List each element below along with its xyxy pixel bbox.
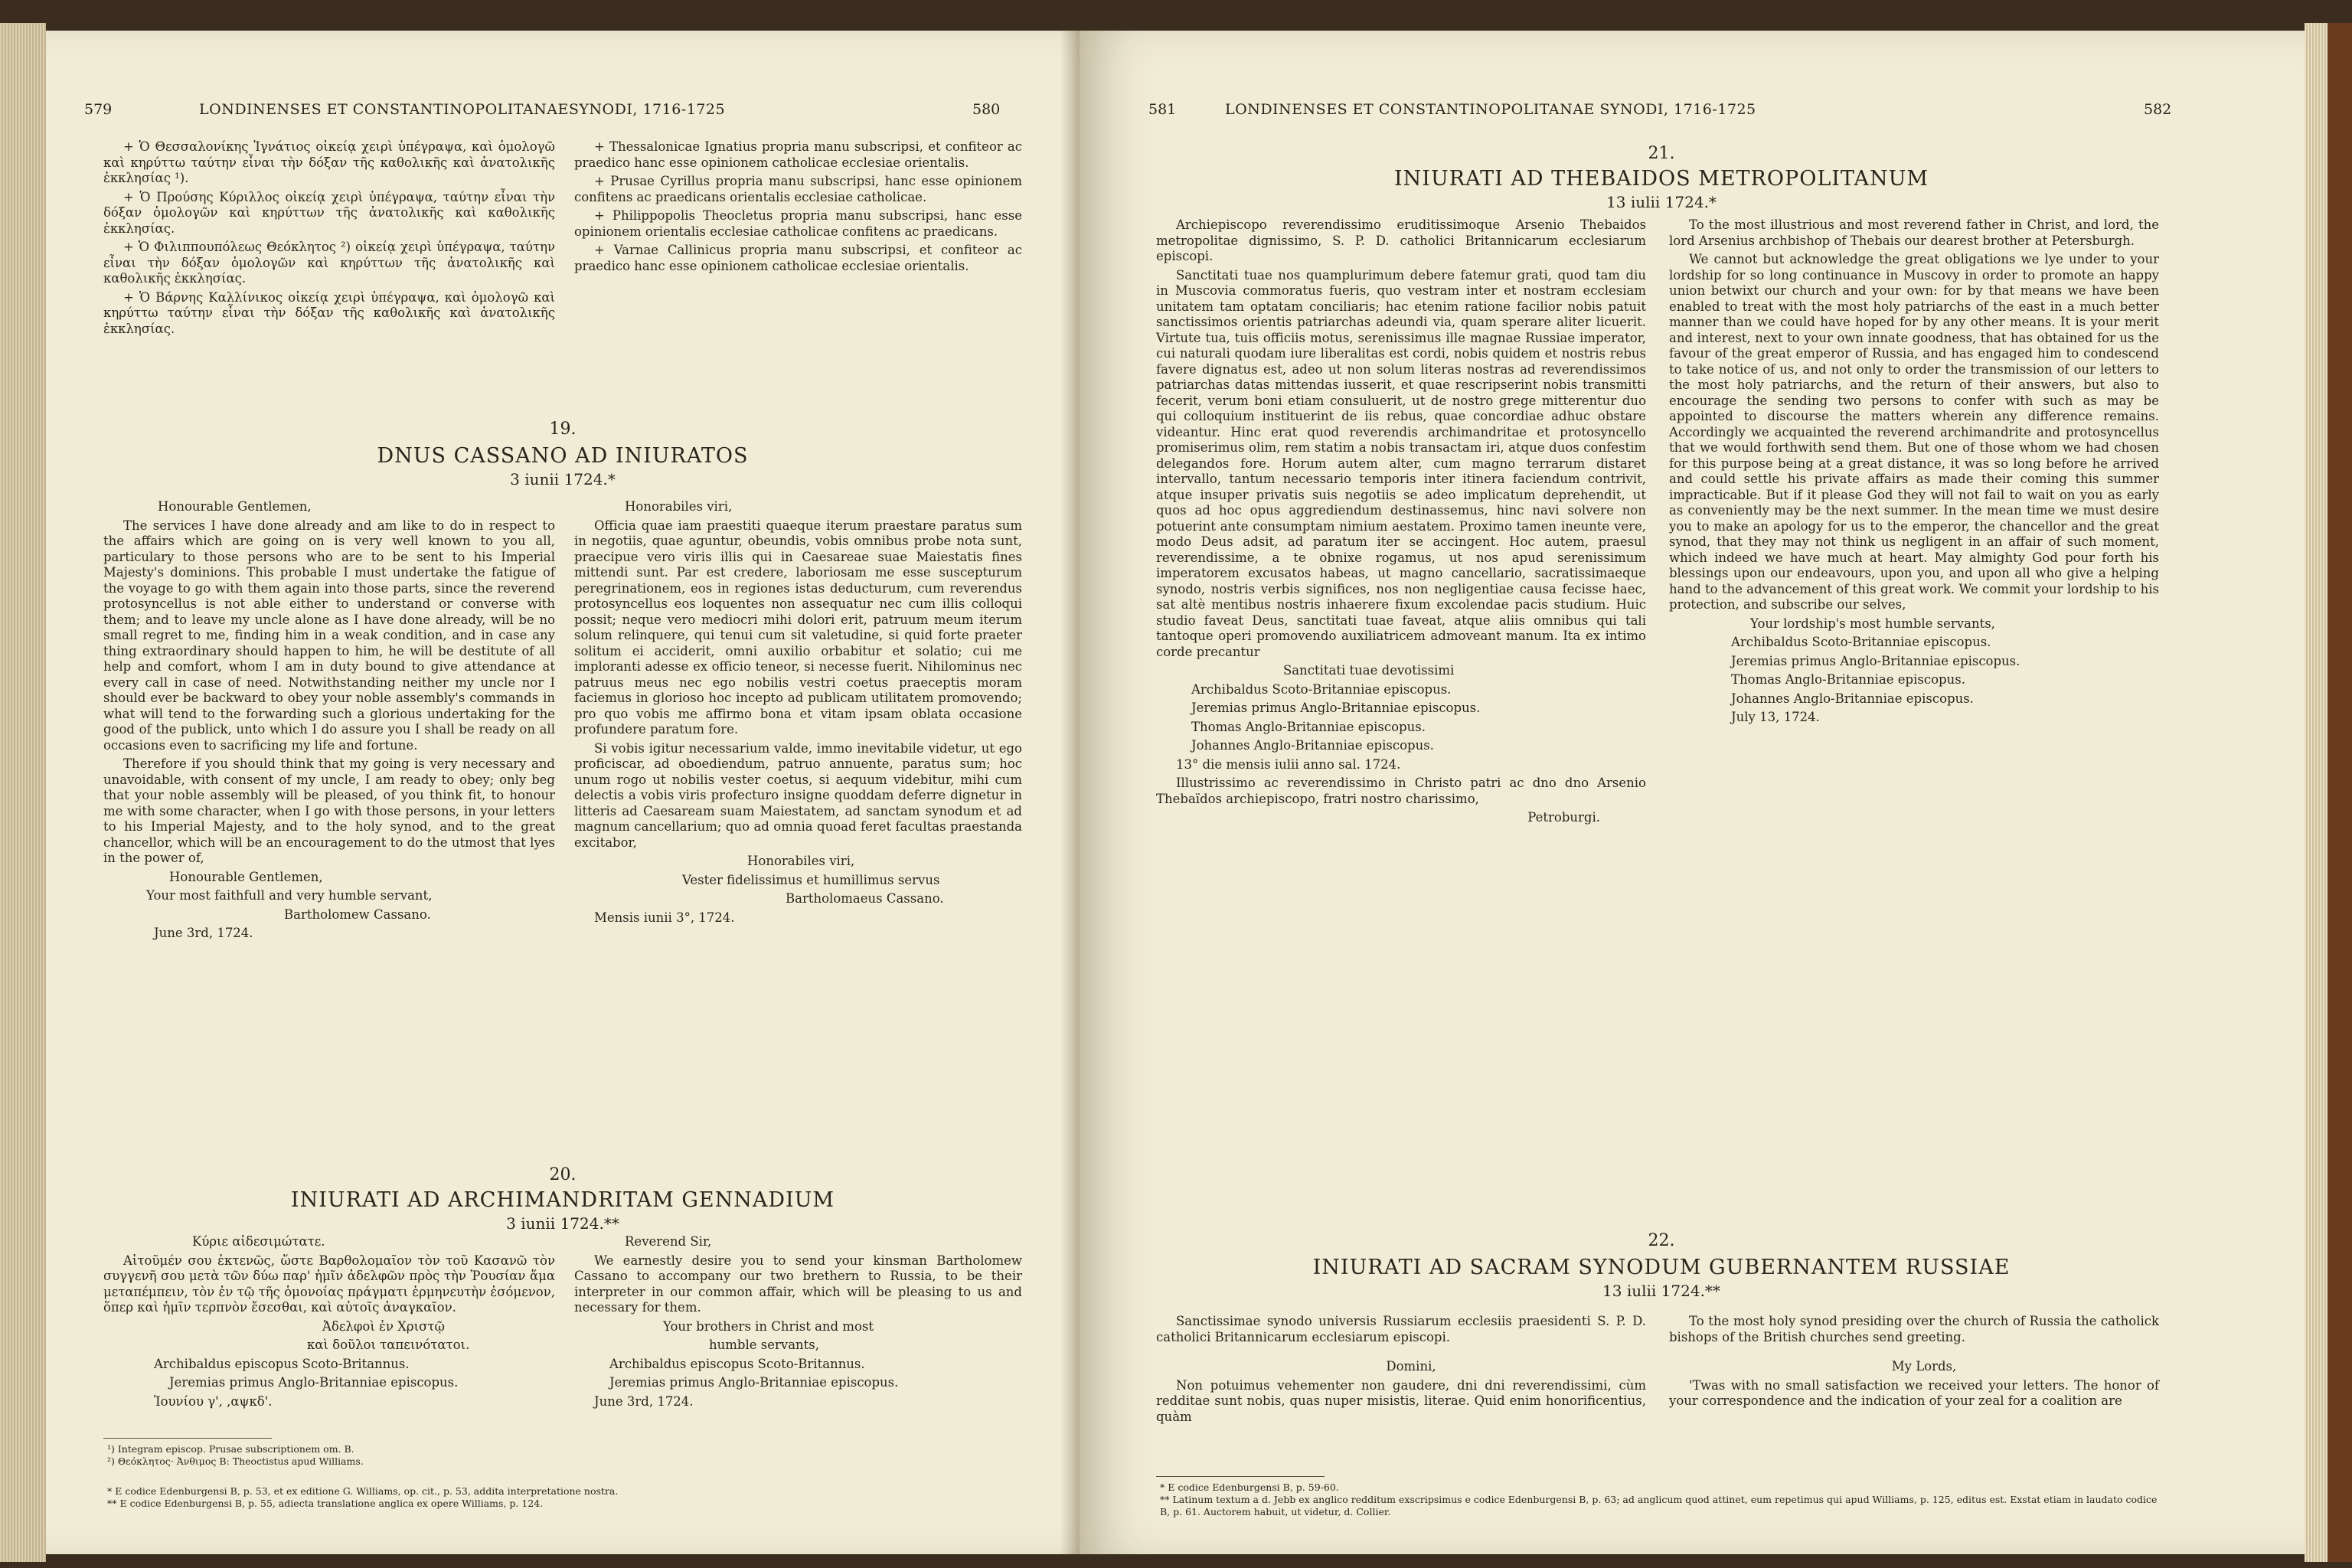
s20-gr-salutation: Κύριε αἰδεσιμώτατε. — [192, 1234, 325, 1249]
s20-en-salutation: Reverend Sir, — [625, 1234, 712, 1249]
s19-la-date: Mensis iunii 3°, 1724. — [594, 910, 735, 925]
s21-en-date: July 13, 1724. — [1731, 710, 1820, 724]
section-20-greek — [103, 1234, 555, 1413]
s21-en-p1: We cannot but acknowledge the great obligations we lye under to your lordship for so long continuance in Muscovy in order to promote an happy union betwixt our church and your own: for by that means we have been enabled to treat with the most holy patriarchs of the east in a much better manner than we could have hoped for by any other means. It is your merit and interest, next to your own innate goodness, that has obtained for us the favour of the great emperor of Russia, and has engaged him to condescend to take notice of us, and not only to order the transmission of our letters to the most holy patriarchs, and the return of their answers, but also to encourage the sending two persons to confer with such as may be appointed to discourse the matters wherein any difference remains. Accordingly we acquainted the reverend archimandrite and protosyncellus that we would forthwith send them. But one of those whom we had chosen for this purpose being at a great distance, it was so long before he arrived and could settle his private affairs as made their coming this summer impracticable. But if it please God they will not fail to wait on you as early as conveniently may be the next summer. In the mean time we must desire you to make an apology for us to the emperor, the chancellor and the great synod, that they may not think us negligent in an affair of such moment, which indeed we have much at heart. May almighty God pour forth his blessings upon our endeavours, upon you, and upon all who give a helping hand to the advancement of this great work. We commit your lordship to his protection, and subscribe our selves, — [1669, 252, 2159, 612]
critical-note-1: ¹) Integram episcop. Prusae subscriptionem om. B. — [107, 1443, 354, 1455]
s22-la-address: Sanctissimae synodo universis Russiarum ecclesiis praesidenti S. P. D. catholici Britannicarum ecclesiarum episcopi. — [1156, 1314, 1646, 1344]
s21-en-sig-3: Thomas Anglo-Britanniae episcopus. — [1731, 672, 1965, 687]
s19-en-close-2: Your most faithfull and very humble servant, — [146, 888, 433, 903]
s21-en-sig-2: Jeremias primus Anglo-Britanniae episcopus. — [1731, 653, 2020, 668]
section-19-english — [103, 499, 555, 945]
footnotes-right — [1160, 1481, 2163, 1518]
latin-signatures — [574, 139, 1022, 277]
s20-gr-close-4: Jeremias primus Anglo-Britanniae episcopus. — [169, 1375, 459, 1390]
s19-en-salutation: Honourable Gentlemen, — [158, 499, 312, 514]
s20-en-close-3: Archibaldus episcopus Scoto-Britannus. — [609, 1356, 865, 1371]
s20-en-close-1: Your brothers in Christ and most — [663, 1318, 874, 1334]
s20-en-p1: We earnestly desire you to send your kinsman Bartholomew Cassano to accompany our two brethern to Russia, to be their interpreter in our common affair, which will be pleasing to us and necessary for them. — [574, 1253, 1022, 1315]
s22-en-salutation: My Lords, — [1891, 1359, 1957, 1374]
running-header-left: LONDINENSES ET CONSTANTINOPOLITANAESYNODI, 1716-1725 — [199, 101, 726, 118]
footnotes-left — [107, 1485, 1026, 1510]
s21-la-sig-1: Archibaldus Scoto-Britanniae episcopus. — [1191, 681, 1452, 697]
section-20-title: INIURATI AD ARCHIMANDRITAM GENNADIUM — [290, 1188, 835, 1212]
book-cover-edge — [2328, 23, 2352, 1562]
section-19-title: DNUS CASSANO AD INIURATOS — [377, 444, 749, 468]
s19-en-p1: The services I have done already and am like to do in respect to the affairs which are going on is very well known to you all, particulary to those persons who are to be sent to his Imperial Majesty's dominions. This probable I must undertake the fatigue of the voyage to go with them again into those parts, since the reverend protosyncellus is not able either to understand or converse with them; and to leave my uncle alone as I have done already, will be no small regret to me, finding him in a weak condition, and in case any thing extraordinary should happen to him, he will be destitute of all help and comfort, whom I am in duty bound to give attendance at every call in case of need. Notwithstanding neither my uncle nor I should ever be backward to obey your noble assembly's commands in what will tend to the forwarding such a glorious undertaking for the good of the publick, unto which I do assure you I shall be ready on all occasions even to sacrificing my life and fortune. — [103, 518, 555, 753]
section-21-english — [1669, 217, 2159, 729]
s20-gr-close-2: καὶ δοῦλοι ταπεινότατοι. — [307, 1338, 470, 1352]
s21-la-sig-2: Jeremias primus Anglo-Britanniae episcopus. — [1191, 701, 1481, 715]
section-22-english — [1669, 1314, 2159, 1413]
s21-en-sig-4: Johannes Anglo-Britanniae episcopus. — [1731, 691, 1974, 706]
footnote-left-2: ** E codice Edenburgensi B, p. 55, adiecta translatione anglica ex opere Williams, p. 124. — [107, 1498, 544, 1509]
footnote-right-1: * E codice Edenburgensi B, p. 59-60. — [1160, 1481, 1339, 1493]
greek-signatures — [103, 139, 555, 340]
latin-sig-3: + Philippopolis Theocletus propria manu subscripsi, hanc esse opinionem orientalis ecclesiae catholicae confitens ac praedicans. — [574, 208, 1022, 239]
running-header-right: LONDINENSES ET CONSTANTINOPOLITANAE SYNODI, 1716-1725 — [1225, 101, 1756, 118]
s21-la-address: Archiepiscopo reverendissimo eruditissimoque Arsenio Thebaidos metropolitae dignissimo, S. P. D. catholici Britannicarum ecclesiarum episcopi. — [1156, 217, 1646, 263]
s21-la-sig-3: Thomas Anglo-Britanniae episcopus. — [1191, 719, 1426, 734]
page-number-582: 582 — [2144, 101, 2172, 118]
s19-la-salutation: Honorabiles viri, — [625, 499, 733, 514]
page-number-580: 580 — [972, 101, 1001, 118]
section-22-title: INIURATI AD SACRAM SYNODUM GUBERNANTEM RUSSIAE — [1312, 1256, 2011, 1279]
section-22-number: 22. — [1648, 1231, 1675, 1250]
s21-la-sig-4: Johannes Anglo-Britanniae episcopus. — [1191, 738, 1434, 753]
greek-sig-2: + Ὁ Προύσης Κύριλλος οἰκείᾳ χειρὶ ὑπέγραψα, ταύτην εἶναι τὴν δόξαν ὁμολογῶν καὶ κηρύττων τῆς ἀνατολικῆς καὶ καθολικῆς ἐκκλησίας. — [103, 189, 555, 236]
s19-la-close-1: Honorabiles viri, — [747, 854, 855, 868]
s21-la-place: Petroburgi. — [1527, 810, 1600, 825]
section-19-number: 19. — [549, 420, 577, 439]
s19-la-close-3: Bartholomaeus Cassano. — [786, 891, 944, 906]
footnote-right-2: ** Latinum textum a d. Jebb ex anglico redditum exscripsimus e codice Edenburgensi B, p. 63; ad anglicum quod attinet, eum repetimus qui apud Williams, p. 125, editus est. Exstat etiam in laudato codice B, p. 61. Auctorem habuit, ut videtur, d. Collier. — [1160, 1494, 2158, 1517]
s19-la-p2: Si vobis igitur necessarium valde, immo inevitabile videtur, ut ego proficiscar, ad oboediendum, patruo annuente, paratus sum; hoc unum rogo ut nobilis vester coetus, si aequum videbitur, mihi cum delectis a vobis viris profecturo insigne quoddam deferre dignetur in litteris ad Caesaream suam Maiestatem, ad sanctam synodum et ad magnum cancellarium; quo ad omnia quoad feret facultas praestanda excitabor, — [574, 740, 1022, 850]
left-page — [46, 31, 1133, 1554]
s20-en-date: June 3rd, 1724. — [594, 1393, 694, 1409]
s21-la-p1: Sanctitati tuae nos quamplurimum debere fatemur grati, quod tam diu in Muscovia commoratus fueris, quo vestram inter et nostram ecclesiam unitatem tam optatam conciliaris; hac etenim ratione facilior nobis patuit sanctissimos orientis patriarchas adeundi via, quam sperare aliter licuerit. Virtute tua, tuis officiis motus, serenissimus ille magnae Russiae imperator, cui naturali quodam iure liberalitas est cordi, nobis quidem et nostris rebus favere dignatus est, adeo ut non solum literas nostras ad reverendissimos patriarchas datas mittendas iusserit, et quae rescripserint nobis transmitti fecerit, verum boni etiam consuluerit, ut de nostro grege mitterentur duo qui colloquium instituerint de iis rebus, quae concordiae adhuc obstare videantur. Hinc erat quod reverendis archimandritae et protosyncello promiserimus olim, rem statim a nobis transactam iri, atque duos confestim delegandos fore. Horum autem alter, cum magno terrarum distaret intervallo, tantum necessario temporis inter itinera faciendum contrivit, atque insuper privatis suis negotiis se adeo implicatum deprehendit, ut quos ad hoc opus aggrediendum destinassemus, hinc navi solvere non potuerint ante consumptam nimium aestatem. Proximo tamen ineunte vere, modo Deus adsit, ad paratum iter se accingent. Hoc autem, praesul reverendissime, a te obnixe rogamus, ut nos apud serenissimum imperatorem excusatos habeas, ut magno cancellario, sacratissimaeque synodo, nostris verbis significes, nos non negligentiae causa fecisse haec, sat altè mentibus nostris inhaerere fixum excolendae pacis studium. Huic studio faveat Deus, sanctitati tuae faveat, atque aliis omnibus qui tali tantoque operi promovendo auxiliatricem admoveant manum. Ita ex intimo corde precantur — [1156, 267, 1646, 659]
footnote-left-1: * E codice Edenburgensi B, p. 53, et ex editione G. Williams, op. cit., p. 53, addita interpretatione nostra. — [107, 1485, 619, 1497]
section-21-title: INIURATI AD THEBAIDOS METROPOLITANUM — [1394, 167, 1929, 191]
greek-sig-3: + Ὁ Φιλιππουπόλεως Θεόκλητος ²) οἰκείᾳ χειρὶ ὑπέγραψα, ταύτην εἶναι τὴν δόξαν ὁμολογῶν καὶ κηρύττων τῆς ἀνατολικῆς καὶ καθολικῆς ἐκκλησίας. — [103, 240, 555, 286]
s21-la-date: 13° die mensis iulii anno sal. 1724. — [1176, 756, 1401, 772]
s21-en-address: To the most illustrious and most reverend father in Christ, and lord, the lord Arsenius archbishop of Thebais our dearest brother at Petersburgh. — [1669, 217, 2159, 248]
section-19-date: 3 iunii 1724.* — [510, 470, 616, 488]
greek-sig-1: + Ὁ Θεσσαλονίκης Ἰγνάτιος οἰκείᾳ χειρὶ ὑπέγραψα, καὶ ὁμολογῶ καὶ κηρύττω ταύτην εἶναι τὴν δόξαν τῆς καθολικῆς καὶ ἀνατολικῆς ἐκκλησίας ¹). — [103, 139, 555, 185]
right-page — [1080, 31, 2305, 1554]
greek-sig-4: + Ὁ Βάρνης Καλλίνικος οἰκείᾳ χειρὶ ὑπέγραψα, καὶ ὁμολογῶ καὶ κηρύττω ταύτην εἶναι τὴν δόξαν τῆς καθολικῆς καὶ ἀνατολικῆς ἐκκλησίας. — [103, 289, 555, 336]
s21-en-close: Your lordship's most humble servants, — [1750, 616, 1995, 631]
s21-en-sig-1: Archibaldus Scoto-Britanniae episcopus. — [1731, 635, 1991, 649]
s20-gr-p1: Αἰτοῦμέν σου ἐκτενῶς, ὥστε Βαρθολομαῖον τὸν τοῦ Κασανῶ τὸν συγγενῆ σου μετὰ τῶν δύω παρ' ἡμῖν ἀδελφῶν πρὸς τὴν Ῥουσίαν ἅμα μεταπέμπειν, τὸν ἐν τῷ τῆς ὁμονοίας πράγματι ἑρμηνευτὴν ἐσόμενον, ὅπερ καὶ ἡμῖν τερπνὸν ἔσεσθαι, καὶ αὐτοῖς ἀναγκαῖον. — [103, 1253, 555, 1315]
s19-la-p1: Officia quae iam praestiti quaeque iterum praestare paratus sum in negotiis, quae aguntur, obeundis, vobis omnibus probe nota sunt, praecipue vero viris illis qui in Caesareae suae Maiestatis fines mittendi sunt. Par est credere, laboriosam me esse suscepturum peregrinationem, eos in regiones istas deducturum, cum reverendus protosyncellus eos loquentes non assequatur nec cum illis colloqui possit; neque vero mediocri mihi dolori erit, patruum meum iterum solum relinquere, qui tenui cum sit valetudine, si quid forte praeter solitum ei acciderit, omni auxilio orbabitur et solatio; cui me imploranti adesse ex officio teneor, si necesse fuerit. Nihilominus nec patruus meus nec ego nobilis vestri coetus praeceptis moram faciemus in glorioso hoc incepto ad publicam utilitatem promovendo; pro quo vobis me affirmo bona et vitam ipsam oblata occasione profundere paratum fore. — [574, 518, 1022, 737]
s22-la-p1: Non potuimus vehementer non gaudere, dni dni reverendissimi, cùm redditae sunt nobis, quas nuper misistis, literae. Quid enim honorificentius, quàm — [1156, 1377, 1646, 1424]
s22-en-address: To the most holy synod presiding over the church of Russia the catholick bishops of the British churches send greeting. — [1669, 1314, 2159, 1344]
s22-en-p1: 'Twas with no small satisfaction we received your letters. The honor of your correspondence and the indication of your zeal for a coalition are — [1669, 1377, 2159, 1408]
latin-sig-4: + Varnae Callinicus propria manu subscripsi, et confiteor ac praedico hanc esse opinionem catholicae ecclesiae orientalis. — [574, 243, 1022, 273]
latin-sig-1: + Thessalonicae Ignatius propria manu subscripsi, et confiteor ac praedico hanc esse opinionem catholicae ecclesiae orientalis. — [574, 139, 1022, 170]
section-20-date: 3 iunii 1724.** — [506, 1214, 619, 1233]
section-21-date: 13 iulii 1724.* — [1606, 193, 1717, 211]
s22-la-salutation: Domini, — [1386, 1359, 1436, 1374]
s20-gr-close-1: Ἀδελφοὶ ἐν Χριστῷ — [322, 1318, 445, 1334]
section-21-number: 21. — [1648, 144, 1675, 163]
page-number-581: 581 — [1148, 101, 1177, 118]
s20-en-close-4: Jeremias primus Anglo-Britanniae episcopus. — [609, 1375, 899, 1390]
s20-gr-date: Ἰουνίου γ', ,αψκδ'. — [154, 1393, 273, 1409]
notes-rule-right — [1156, 1476, 1325, 1477]
s21-la-superscription: Illustrissimo ac reverendissimo in Christo patri ac dno dno Arsenio Thebaïdos archiepiscopo, fratri nostro charissimo, — [1156, 776, 1646, 806]
critical-note-2: ²) Θεόκλητος· Ἀνθιμος B: Theoctistus apud Williams. — [107, 1455, 364, 1467]
section-22-date: 13 iulii 1724.** — [1602, 1282, 1720, 1300]
s19-en-p2: Therefore if you should think that my going is very necessary and unavoidable, with consent of my uncle, I am ready to obey; only beg that your noble assembly will be pleased, of you think fit, to honour me with some character, when I go with those persons, in your letters to his Imperial Majesty, and to the holy synod, and to the great chancellor, which will be an encouragement to do the utmost that lyes in the power of, — [103, 756, 555, 865]
book-edge-right — [2305, 23, 2352, 1562]
s19-en-close-3: Bartholomew Cassano. — [284, 906, 431, 922]
page-number-579: 579 — [84, 101, 113, 118]
section-20-english — [574, 1234, 1022, 1413]
section-22-latin — [1156, 1314, 1646, 1428]
section-20-number: 20. — [549, 1165, 577, 1184]
s21-la-close: Sanctitati tuae devotissimi — [1283, 663, 1455, 678]
s19-la-close-2: Vester fidelissimus et humillimus servus — [682, 872, 940, 887]
s20-gr-close-3: Archibaldus episcopus Scoto-Britannus. — [154, 1356, 410, 1371]
book-edge-left — [0, 23, 46, 1562]
critical-notes-left — [107, 1443, 567, 1468]
s19-en-close-1: Honourable Gentlemen, — [169, 869, 323, 884]
latin-sig-2: + Prusae Cyrillus propria manu subscripsi, hanc esse opinionem confitens ac praedicans orientalis ecclesiae catholicae. — [574, 174, 1022, 204]
section-21-latin — [1156, 217, 1646, 829]
s19-en-date: June 3rd, 1724. — [154, 926, 253, 940]
s20-en-close-2: humble servants, — [709, 1338, 819, 1352]
section-19-latin — [574, 499, 1022, 929]
notes-rule-left — [103, 1438, 272, 1439]
